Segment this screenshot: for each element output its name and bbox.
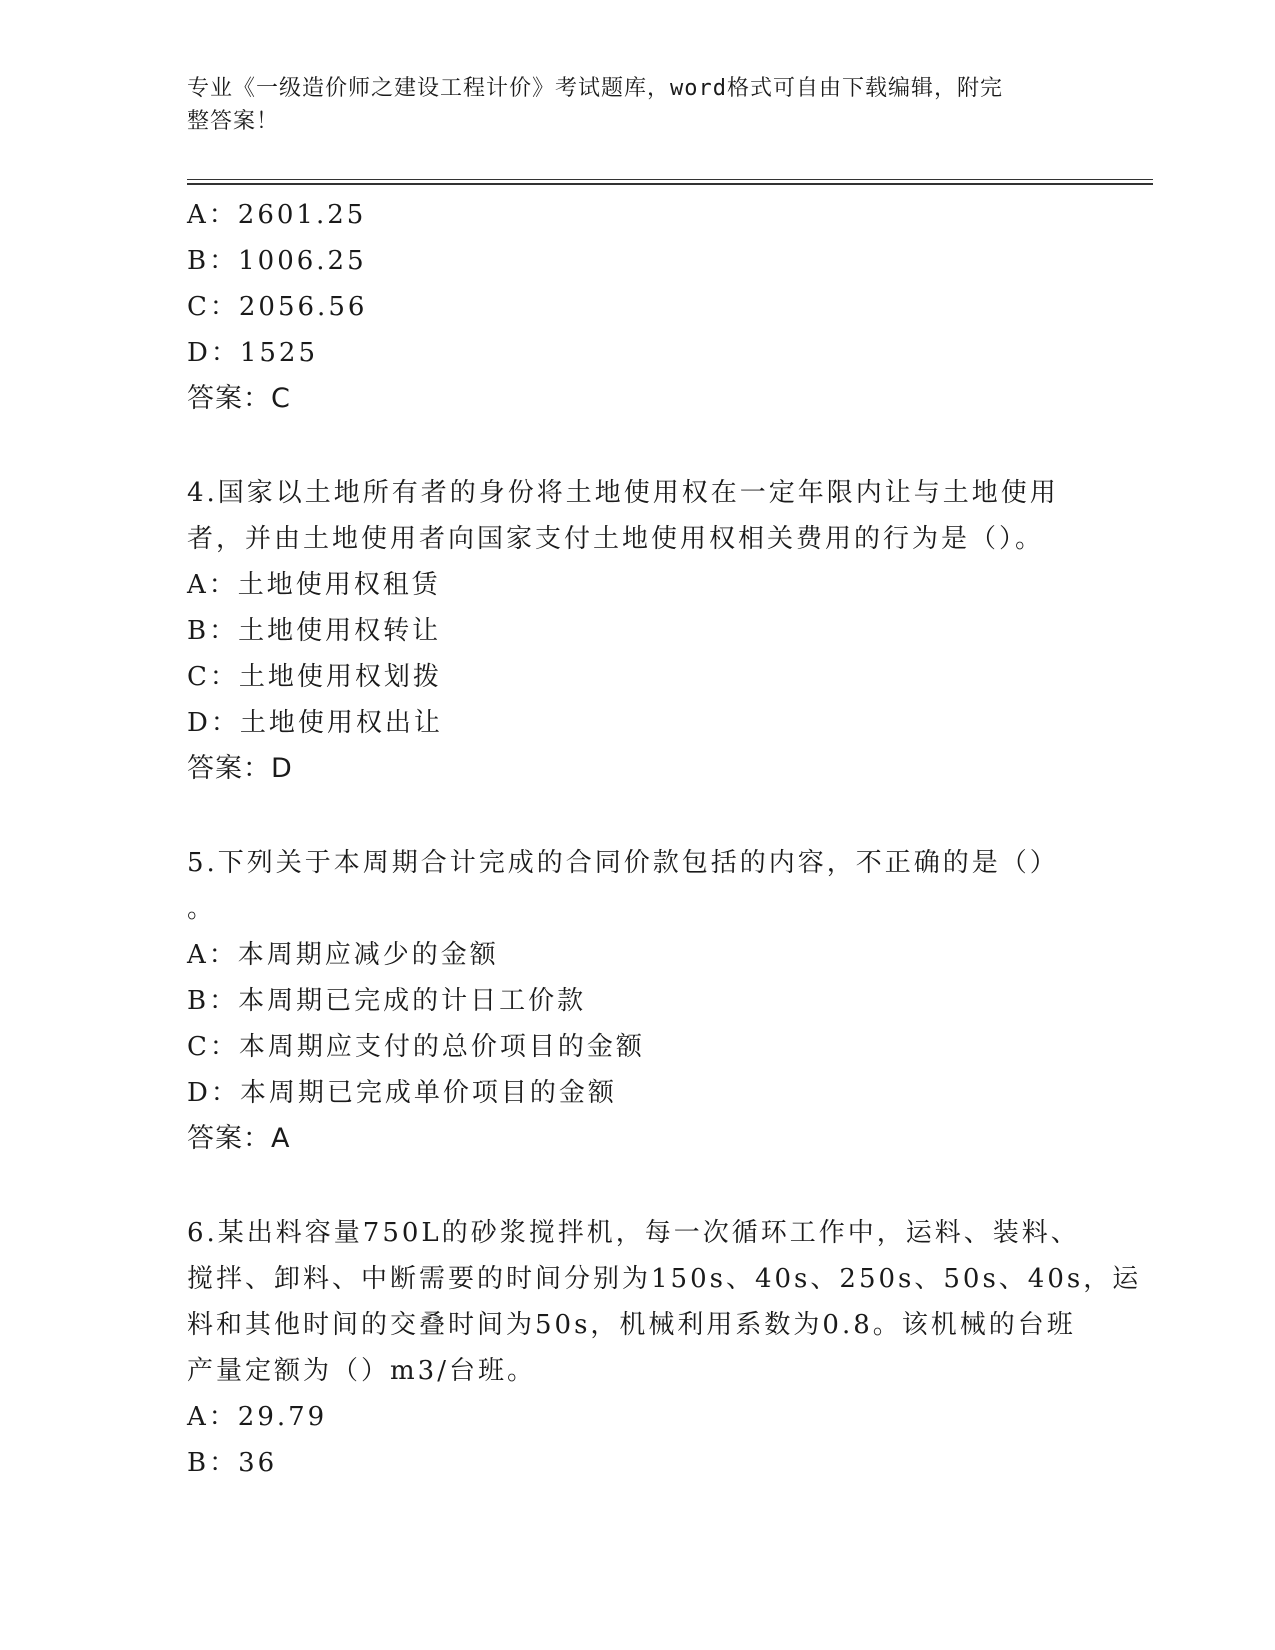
option-d: D：1525 xyxy=(187,338,319,368)
question-text-line: 搅拌、卸料、中断需要的时间分别为150s、40s、250s、50s、40s，运 xyxy=(187,1264,1142,1294)
question-text-line: 4.国家以土地所有者的身份将土地使用权在一定年限内让与土地使用 xyxy=(187,478,1059,508)
question-text-line: 5.下列关于本周期合计完成的合同价款包括的内容，不正确的是（） xyxy=(187,848,1059,878)
header-line-1: 专业《一级造价师之建设工程计价》考试题库，word格式可自由下载编辑，附完 xyxy=(187,76,1003,101)
option-b: B：本周期已完成的计日工价款 xyxy=(187,986,587,1016)
question-3 xyxy=(187,192,1087,422)
option-b: B：36 xyxy=(187,1448,278,1478)
spacer xyxy=(187,792,1087,840)
answer: 答案：D xyxy=(187,753,293,784)
question-list xyxy=(187,192,1142,1486)
header-divider-thin xyxy=(187,179,1153,180)
header-divider-thick xyxy=(187,183,1153,185)
question-text-line: 料和其他时间的交叠时间为50s，机械利用系数为0.8。该机械的台班 xyxy=(187,1310,1076,1340)
question-5 xyxy=(187,840,1087,1162)
question-text-line: 6.某出料容量750L的砂浆搅拌机，每一次循环工作中，运料、装料、 xyxy=(187,1218,1080,1248)
option-d: D：本周期已完成单价项目的金额 xyxy=(187,1078,617,1108)
header-line-2: 整答案！ xyxy=(187,109,280,134)
question-4 xyxy=(187,470,1087,792)
option-c: C：2056.56 xyxy=(187,292,368,322)
option-a: A：2601.25 xyxy=(187,200,367,230)
question-6 xyxy=(187,1210,1142,1486)
option-a: A：土地使用权租赁 xyxy=(187,570,441,600)
option-b: B：1006.25 xyxy=(187,246,367,276)
document-header xyxy=(187,72,1087,138)
answer: 答案：C xyxy=(187,383,291,414)
option-a: A：本周期应减少的金额 xyxy=(187,940,499,970)
question-text-line: 产量定额为（）m3/台班。 xyxy=(187,1356,536,1386)
option-d: D：土地使用权出让 xyxy=(187,708,443,738)
question-text-line: 。 xyxy=(187,894,217,924)
spacer xyxy=(187,1162,1087,1210)
answer: 答案：A xyxy=(187,1123,291,1154)
option-b: B：土地使用权转让 xyxy=(187,616,442,646)
spacer xyxy=(187,422,1087,470)
option-a: A：29.79 xyxy=(187,1402,328,1432)
question-text-line: 者，并由土地使用者向国家支付土地使用权相关费用的行为是（）。 xyxy=(187,524,1045,554)
option-c: C：土地使用权划拨 xyxy=(187,662,442,692)
option-c: C：本周期应支付的总价项目的金额 xyxy=(187,1032,645,1062)
